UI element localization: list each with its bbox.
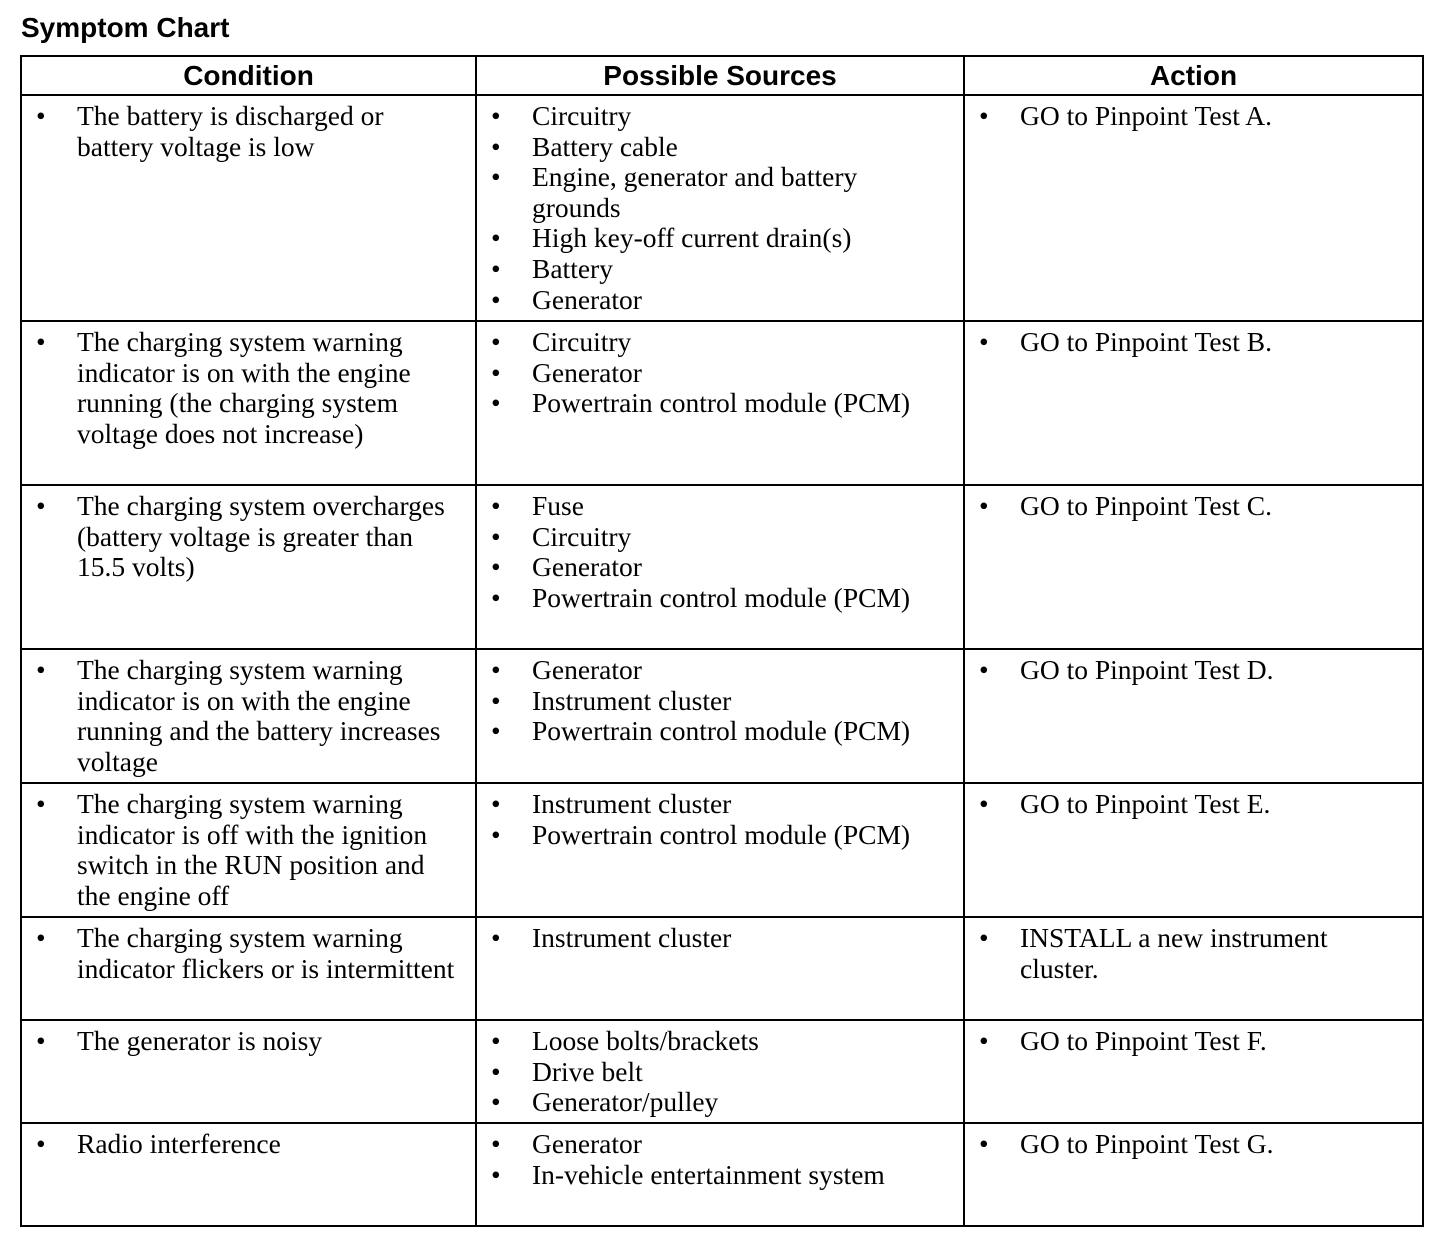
list-item: • Generator — [489, 358, 951, 389]
condition-cell — [21, 649, 476, 783]
bullet-list — [977, 655, 1410, 686]
possible-sources-cell — [476, 783, 964, 917]
list-item: • Battery cable — [489, 132, 951, 163]
action-cell — [964, 917, 1423, 1020]
list-item: • Engine, generator and battery grounds — [489, 162, 951, 223]
list-item: • Loose bolts/brackets — [489, 1026, 951, 1057]
possible-sources-cell — [476, 321, 964, 485]
list-item: • In-vehicle entertainment system — [489, 1160, 951, 1191]
bullet-list — [34, 1129, 463, 1160]
list-item: • GO to Pinpoint Test G. — [977, 1129, 1410, 1160]
list-item: • Circuitry — [489, 101, 951, 132]
bullet-list — [34, 1026, 463, 1057]
table-row — [21, 649, 1423, 783]
bullet-list — [977, 1129, 1410, 1160]
list-item: • GO to Pinpoint Test E. — [977, 789, 1410, 820]
condition-cell — [21, 1020, 476, 1123]
table-row — [21, 485, 1423, 649]
bullet-list — [34, 491, 463, 583]
bullet-list — [977, 1026, 1410, 1057]
table-body — [21, 95, 1423, 1226]
table-row — [21, 917, 1423, 1020]
list-item: • The charging system overcharges (battery voltage is greater than 15.5 volts) — [34, 491, 463, 583]
list-item: • Powertrain control module (PCM) — [489, 716, 951, 747]
list-item: • Instrument cluster — [489, 789, 951, 820]
header-condition: Condition — [21, 56, 476, 95]
bullet-list — [34, 327, 463, 449]
bullet-list — [34, 789, 463, 911]
list-item: • Circuitry — [489, 522, 951, 553]
bullet-list — [489, 923, 951, 954]
list-item: • The battery is discharged or battery voltage is low — [34, 101, 463, 162]
list-item: • Battery — [489, 254, 951, 285]
list-item: • Generator — [489, 1129, 951, 1160]
condition-cell — [21, 95, 476, 321]
list-item: • Powertrain control module (PCM) — [489, 388, 951, 419]
list-item: • Radio interference — [34, 1129, 463, 1160]
list-item: • The generator is noisy — [34, 1026, 463, 1057]
header-action: Action — [964, 56, 1423, 95]
list-item: • The charging system warning indicator flickers or is intermittent — [34, 923, 463, 984]
list-item: • Generator — [489, 552, 951, 583]
condition-cell — [21, 917, 476, 1020]
list-item: • Generator — [489, 655, 951, 686]
list-item: • Generator — [489, 285, 951, 316]
possible-sources-cell — [476, 649, 964, 783]
possible-sources-cell — [476, 1020, 964, 1123]
bullet-list — [34, 655, 463, 777]
list-item: • Powertrain control module (PCM) — [489, 583, 951, 614]
list-item: • Fuse — [489, 491, 951, 522]
header-possible-sources: Possible Sources — [476, 56, 964, 95]
condition-cell — [21, 1123, 476, 1226]
possible-sources-cell — [476, 95, 964, 321]
bullet-list — [977, 327, 1410, 358]
condition-cell — [21, 321, 476, 485]
table-header-row — [21, 56, 1423, 95]
list-item: • GO to Pinpoint Test B. — [977, 327, 1410, 358]
bullet-list — [34, 101, 463, 162]
list-item: • Drive belt — [489, 1057, 951, 1088]
list-item: • The charging system warning indicator is on with the engine running (the charging system voltage does not increase) — [34, 327, 463, 449]
list-item: • Powertrain control module (PCM) — [489, 820, 951, 851]
list-item: • High key-off current drain(s) — [489, 223, 951, 254]
list-item: • GO to Pinpoint Test A. — [977, 101, 1410, 132]
possible-sources-cell — [476, 917, 964, 1020]
bullet-list — [489, 655, 951, 747]
possible-sources-cell — [476, 1123, 964, 1226]
action-cell — [964, 1020, 1423, 1123]
bullet-list — [489, 327, 951, 419]
bullet-list — [489, 1026, 951, 1118]
list-item: • The charging system warning indicator is off with the ignition switch in the RUN position and the engine off — [34, 789, 463, 911]
action-cell — [964, 1123, 1423, 1226]
list-item: • Generator/pulley — [489, 1087, 951, 1118]
table-row — [21, 95, 1423, 321]
list-item: • Circuitry — [489, 327, 951, 358]
page-title: Symptom Chart — [21, 12, 230, 43]
condition-cell — [21, 783, 476, 917]
symptom-chart-table — [20, 55, 1424, 1227]
list-item: • GO to Pinpoint Test F. — [977, 1026, 1410, 1057]
list-item: • The charging system warning indicator is on with the engine running and the battery increases voltage — [34, 655, 463, 777]
bullet-list — [489, 101, 951, 315]
action-cell — [964, 649, 1423, 783]
action-cell — [964, 321, 1423, 485]
table-row — [21, 1020, 1423, 1123]
bullet-list — [489, 789, 951, 850]
bullet-list — [977, 491, 1410, 522]
list-item: • Instrument cluster — [489, 686, 951, 717]
condition-cell — [21, 485, 476, 649]
bullet-list — [977, 101, 1410, 132]
action-cell — [964, 783, 1423, 917]
bullet-list — [977, 789, 1410, 820]
table-row — [21, 321, 1423, 485]
list-item: • Instrument cluster — [489, 923, 951, 954]
table-row — [21, 783, 1423, 917]
table-row — [21, 1123, 1423, 1226]
bullet-list — [489, 491, 951, 613]
action-cell — [964, 95, 1423, 321]
list-item: • INSTALL a new instrument cluster. — [977, 923, 1410, 984]
bullet-list — [977, 923, 1410, 984]
bullet-list — [34, 923, 463, 984]
possible-sources-cell — [476, 485, 964, 649]
bullet-list — [489, 1129, 951, 1190]
list-item: • GO to Pinpoint Test C. — [977, 491, 1410, 522]
action-cell — [964, 485, 1423, 649]
list-item: • GO to Pinpoint Test D. — [977, 655, 1410, 686]
